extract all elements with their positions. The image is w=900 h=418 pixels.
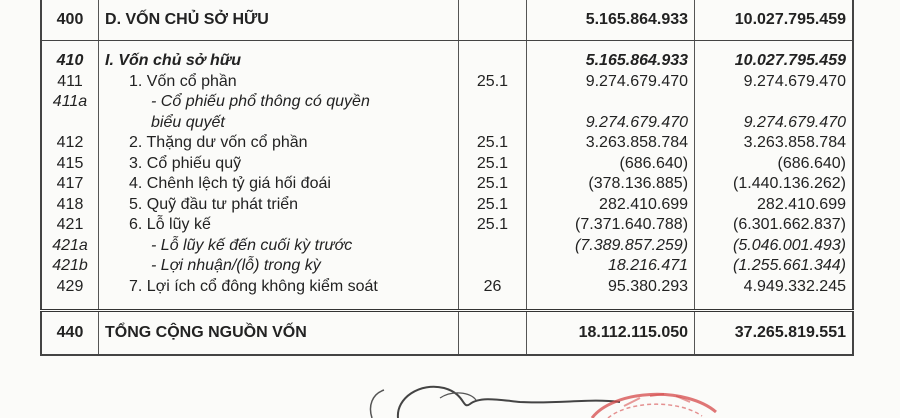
prior-value: 4.949.332.245	[695, 277, 853, 298]
row-note	[459, 92, 527, 113]
current-value: 282.410.699	[526, 195, 694, 216]
prior-value: 9.274.679.470	[695, 72, 853, 93]
row-note: 25.1	[459, 215, 527, 236]
prior-value: (686.640)	[695, 154, 853, 175]
prior-value	[695, 92, 853, 113]
total-row	[41, 311, 853, 356]
row-note: 25.1	[459, 195, 527, 216]
row-note: 25.1	[459, 133, 527, 154]
table-row	[41, 174, 853, 195]
row-label: 7. Lợi ích cổ đông không kiểm soát	[99, 277, 459, 298]
row-note	[459, 51, 527, 72]
prior-value: (5.046.001.493)	[695, 236, 853, 257]
prior-value: (6.301.662.837)	[695, 215, 853, 236]
row-note	[459, 113, 527, 134]
row-note	[459, 256, 527, 277]
row-note: 25.1	[459, 174, 527, 195]
current-value: 5.165.864.933	[526, 0, 694, 41]
current-value: 95.380.293	[526, 277, 694, 298]
row-label: 6. Lỗ lũy kế	[99, 215, 459, 236]
prior-value: 10.027.795.459	[695, 0, 853, 41]
row-label: TỔNG CỘNG NGUỒN VỐN	[99, 311, 459, 356]
equity-rows	[41, 51, 853, 297]
current-value: 18.112.115.050	[526, 311, 694, 356]
table-row	[41, 236, 853, 257]
row-code: 415	[41, 154, 99, 175]
section-header-row	[41, 0, 853, 41]
row-code: 421b	[41, 256, 99, 277]
row-label: 4. Chênh lệch tỷ giá hối đoái	[99, 174, 459, 195]
equity-table	[40, 0, 854, 356]
row-label: D. VỐN CHỦ SỞ HỮU	[99, 0, 459, 41]
row-label: 3. Cổ phiếu quỹ	[99, 154, 459, 175]
prior-value: (1.440.136.262)	[695, 174, 853, 195]
table-row	[41, 133, 853, 154]
prior-value: 9.274.679.470	[695, 113, 853, 134]
current-value: 9.274.679.470	[526, 113, 694, 134]
current-value: 5.165.864.933	[526, 51, 694, 72]
table-row	[41, 72, 853, 93]
table-row	[41, 113, 853, 134]
row-code: 411	[41, 72, 99, 93]
row-label: 5. Quỹ đầu tư phát triển	[99, 195, 459, 216]
row-code: 411a	[41, 92, 99, 113]
table-row	[41, 51, 853, 72]
current-value: 18.216.471	[526, 256, 694, 277]
row-note: 26	[459, 277, 527, 298]
prior-value: 37.265.819.551	[695, 311, 853, 356]
row-note: 25.1	[459, 154, 527, 175]
row-label: - Cổ phiếu phổ thông có quyền	[99, 92, 459, 113]
row-code: 410	[41, 51, 99, 72]
prior-value: 10.027.795.459	[695, 51, 853, 72]
table-row	[41, 277, 853, 298]
row-code: 440	[41, 311, 99, 356]
prior-value: 282.410.699	[695, 195, 853, 216]
row-label: 2. Thặng dư vốn cổ phần	[99, 133, 459, 154]
table-row	[41, 154, 853, 175]
table-row	[41, 215, 853, 236]
row-note: 25.1	[459, 72, 527, 93]
row-label: - Lợi nhuận/(lỗ) trong kỳ	[99, 256, 459, 277]
current-value: (686.640)	[526, 154, 694, 175]
row-label: I. Vốn chủ sở hữu	[99, 51, 459, 72]
row-label: biểu quyết	[99, 113, 459, 134]
table-row	[41, 92, 853, 113]
row-code: 400	[41, 0, 99, 41]
row-code	[41, 113, 99, 134]
table-row	[41, 256, 853, 277]
current-value	[526, 92, 694, 113]
current-value: (378.136.885)	[526, 174, 694, 195]
current-value: (7.389.857.259)	[526, 236, 694, 257]
row-code: 421a	[41, 236, 99, 257]
current-value: 9.274.679.470	[526, 72, 694, 93]
row-label: - Lỗ lũy kế đến cuối kỳ trước	[99, 236, 459, 257]
row-code: 417	[41, 174, 99, 195]
current-value: 3.263.858.784	[526, 133, 694, 154]
signature-and-stamp-image	[0, 376, 900, 418]
row-label: 1. Vốn cổ phần	[99, 72, 459, 93]
prior-value: 3.263.858.784	[695, 133, 853, 154]
table-row	[41, 195, 853, 216]
prior-value: (1.255.661.344)	[695, 256, 853, 277]
row-note	[459, 236, 527, 257]
row-code: 421	[41, 215, 99, 236]
current-value: (7.371.640.788)	[526, 215, 694, 236]
row-code: 412	[41, 133, 99, 154]
row-code: 418	[41, 195, 99, 216]
row-code: 429	[41, 277, 99, 298]
